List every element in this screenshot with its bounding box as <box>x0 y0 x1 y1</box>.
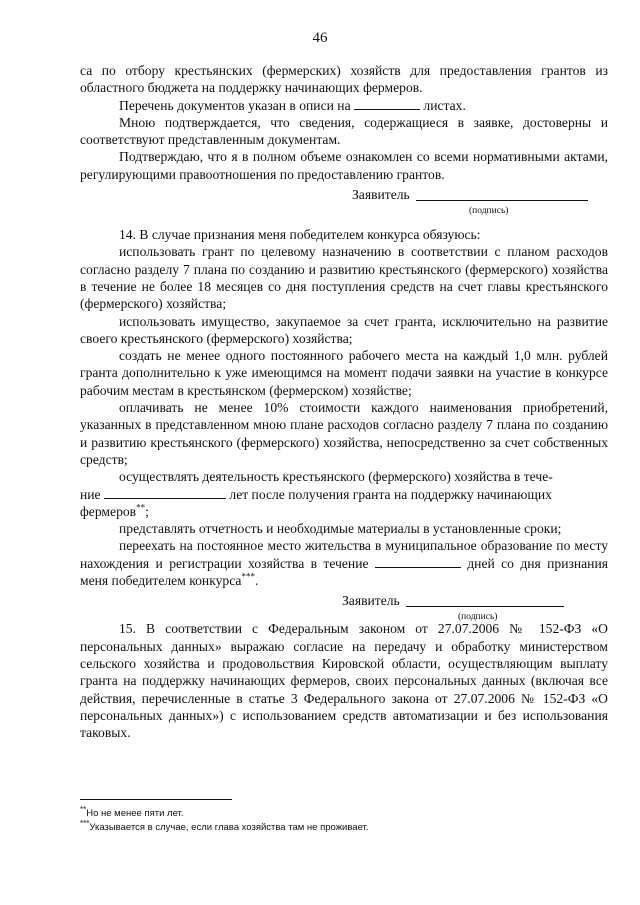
footnote-1 <box>80 804 184 819</box>
relocate-text-3: дня признания меня победителем конкурса <box>80 555 608 589</box>
footnote-mark-3: *** <box>241 571 255 582</box>
page-number: 46 <box>312 30 328 46</box>
signature-caption: (подпись) <box>469 206 509 217</box>
operate-farm-text: осуществлять деятельность крестьянского (фермерского) хозяйства в тече- <box>119 469 553 485</box>
signature-label: Заявитель <box>352 187 410 203</box>
obligation-use-grant: использовать грант по целевому назначению в соответствии с планом расходов согласно разделу 7 плана по созданию и развитию крестьянского (фермерского) хозяйства в течение не более 18 месяцев со дня поступления средств на счет главы крестьянского (фермерского) хозяйства; <box>80 244 608 312</box>
signature-line[interactable] <box>416 200 588 201</box>
operate-farm-text-4: фермеров <box>80 503 137 519</box>
relocate-text-2: дней со <box>467 555 514 571</box>
obligation-create-jobs: создать не менее одного постоянного рабочего места на каждый 1,0 млн. рублей гранта дополнительно к уже имеющимся на момент подачи заявки на участие в конкурсе рабочим местам в крестьянском (фермерском) хозяйстве; <box>80 348 608 398</box>
days-blank[interactable] <box>375 555 461 568</box>
obligation-use-property: использовать имущество, закупаемое за счет гранта, исключительно на развитие своего крестьянского (фермерского) хозяйства; <box>80 313 608 346</box>
signature-caption: (подпись) <box>458 612 498 623</box>
footnote-1-text: Но не менее пяти лет. <box>86 808 184 819</box>
operate-farm-text-3: лет после получения гранта на поддержку начинающих <box>229 486 552 502</box>
intro-continuation: са по отбору крестьянских (фермерских) хозяйств для предоставления грантов из областного бюджета на поддержку начинающих фермеров. <box>80 63 608 96</box>
years-blank[interactable] <box>104 486 226 499</box>
documents-count-suffix: листах. <box>423 97 466 113</box>
section-14-title: 14. В случае признания меня победителем конкурса обязуюсь: <box>119 227 481 243</box>
confirmation-paragraph: Мною подтверждается, что сведения, содержащиеся в заявке, достоверны и соответствуют представленным документам. <box>80 114 608 148</box>
footnote-separator <box>80 799 232 800</box>
signature-label: Заявитель <box>342 593 400 609</box>
operate-farm-text-2: ние <box>80 486 101 502</box>
signature-line[interactable] <box>406 606 564 607</box>
page-content <box>80 62 608 741</box>
operate-farm-end: ; <box>145 503 149 519</box>
obligation-operate-farm <box>80 468 608 520</box>
documents-count-paragraph <box>80 97 608 114</box>
relocate-end: . <box>254 573 259 589</box>
footnote-mark-2: ** <box>136 502 146 513</box>
applicant-signature-2 <box>80 592 608 623</box>
relocate-text: переехать на постоянное место жительства в муниципальное образование по месту нахождения и регистрации хозяйства в течение <box>80 538 608 571</box>
footnote-2 <box>80 818 369 833</box>
sheets-count-blank[interactable] <box>354 97 420 110</box>
documents-count-text: Перечень документов указан в описи на <box>119 97 351 113</box>
section-15-personal-data: 15. В соответствии с Федеральным законом от 27.07.2006 № 152-ФЗ «О персональных данных» выражаю согласие на передачу и обработку министерством сельского хозяйства и продовольствия Кировской области, осуществляющим выплату гранта на поддержку начинающих фермеров, своих персональных данных (включая все действия, перечисленные в статье 3 Федерального закона от 27.07.2006 № 152-ФЗ «О персональных данных») с использованием средств автоматизации и без использования таковых. <box>80 621 608 741</box>
footnote-1-mark: ** <box>80 804 87 814</box>
footnote-2-text: Указывается в случае, если глава хозяйства там не проживает. <box>89 822 369 833</box>
obligation-reporting: представлять отчетность и необходимые материалы в установленные сроки; <box>119 521 562 537</box>
footnote-2-mark: *** <box>80 818 90 828</box>
obligation-relocate <box>80 537 608 589</box>
obligation-co-payment: оплачивать не менее 10% стоимости каждого наименования приобретений, указанных в представленном мною плане расходов согласно разделу 7 плана по созданию и развитию крестьянского (фермерского) хозяйства, непосредственно за счет собственных средств; <box>80 400 608 467</box>
acknowledgement-paragraph: Подтверждаю, что я в полном объеме ознакомлен со всеми нормативными актами, регулирующими правоотношения по предоставлению грантов. <box>80 149 608 182</box>
applicant-signature-1 <box>80 186 608 217</box>
